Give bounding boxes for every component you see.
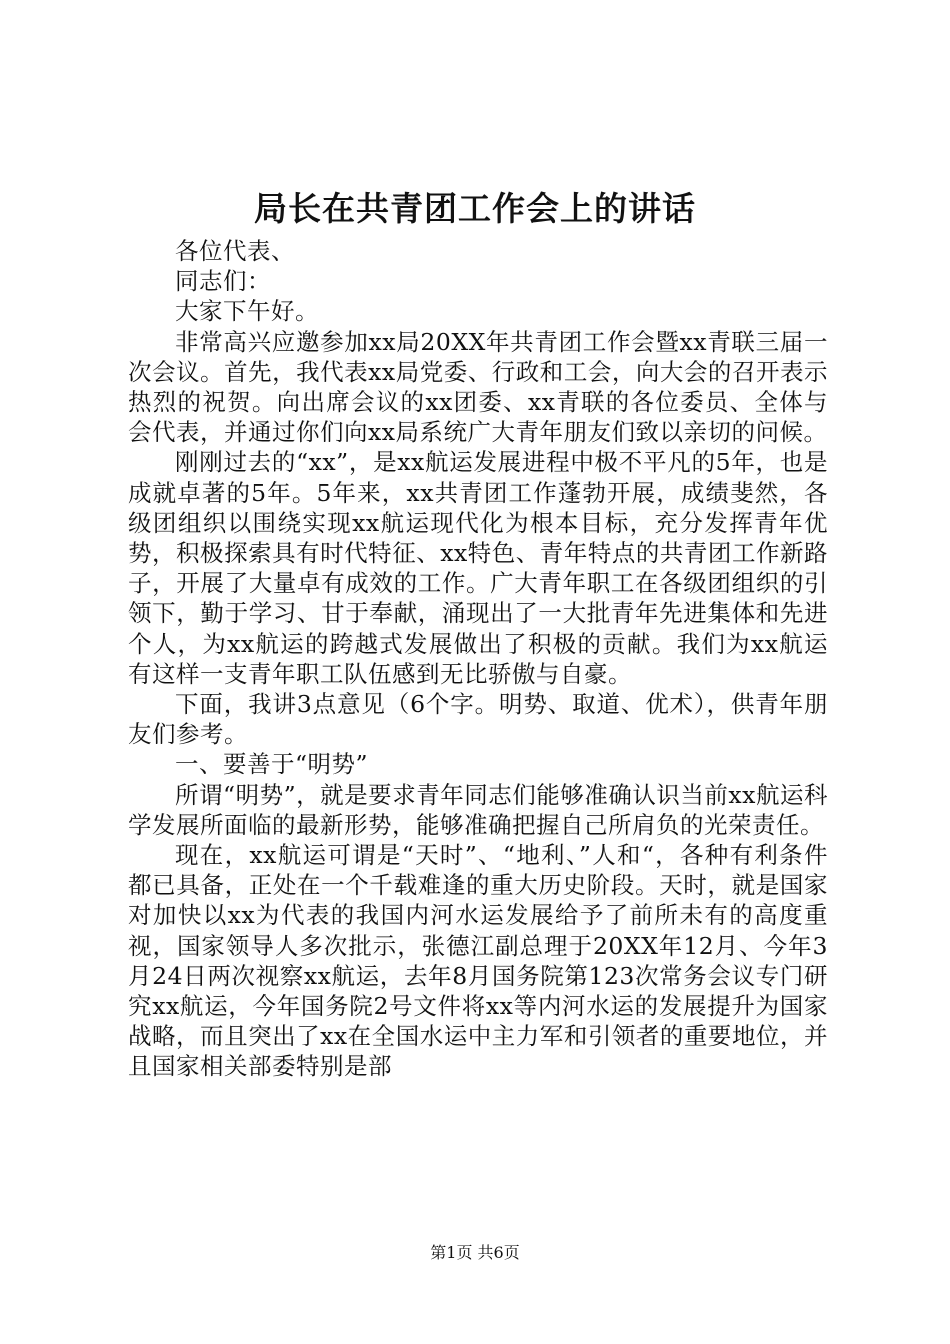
paragraph-salutation-1: 各位代表、 [175, 237, 295, 265]
paragraph-situation: 现在，xx航运可谓是“天时”、“地利、”人和“，各种有利条件都已具备，正处在一个千载难逢的重大历史阶段。天时，就是国家对加快以xx为代表的我国内河水运发展给予了前所未有的高度重视，国家领导人多次批示，张德江副总理于20XX年12月、今年3月24日两次视察xx航运，去年8月国务院第123次常务会议专门研究xx航运，今年国务院2号文件将xx等内河水运的发展提升为国家战略，而且突出了xx在全国水运中主力军和引领者的重要地位，并且国家相关部委特别是部 [128, 841, 828, 1081]
section-heading: 一、要善于“明势” [175, 750, 369, 779]
page-footer: 第1页 共6页 [430, 1243, 520, 1262]
document-title: 局长在共青团工作会上的讲话 [254, 189, 696, 228]
paragraph-review: 刚刚过去的“xx”，是xx航运发展进程中极不平凡的5年，也是成就卓著的5年。5年来，xx共青团工作蓬勃开展，成绩斐然，各级团组织以围绕实现xx航运现代化为根本目标，充分发挥青年优势，积极探索具有时代特征、xx特色、青年特点的共青团工作新路子，开展了大量卓有成效的工作。广大青年职工在各级团组织的引领下，勤于学习、甘于奉献，涌现出了一大批青年先进集体和先进个人，为xx航运的跨越式发展做出了积极的贡献。我们为xx航运有这样一支青年职工队伍感到无比骄傲与自豪。 [128, 448, 828, 688]
paragraph-definition: 所谓“明势”，就是要求青年同志们能够准确认识当前xx航运科学发展所面临的最新形势，能够准确把握自己所肩负的光荣责任。 [128, 780, 828, 839]
paragraph-opening: 非常高兴应邀参加xx局20XX年共青团工作会暨xx青联三届一次会议。首先，我代表xx局党委、行政和工会，向大会的召开表示热烈的祝贺。向出席会议的xx团委、xx青联的各位委员、全体与会代表，并通过你们向xx局系统广大青年朋友们致以亲切的问候。 [128, 327, 828, 447]
paragraph-salutation-2: 同志们： [175, 267, 271, 296]
paragraph-greeting: 大家下午好。 [175, 297, 319, 326]
document-body [128, 236, 828, 1081]
paragraph-outline: 下面，我讲3点意见（6个字。明势、取道、优术），供青年朋友们参考。 [128, 690, 828, 749]
